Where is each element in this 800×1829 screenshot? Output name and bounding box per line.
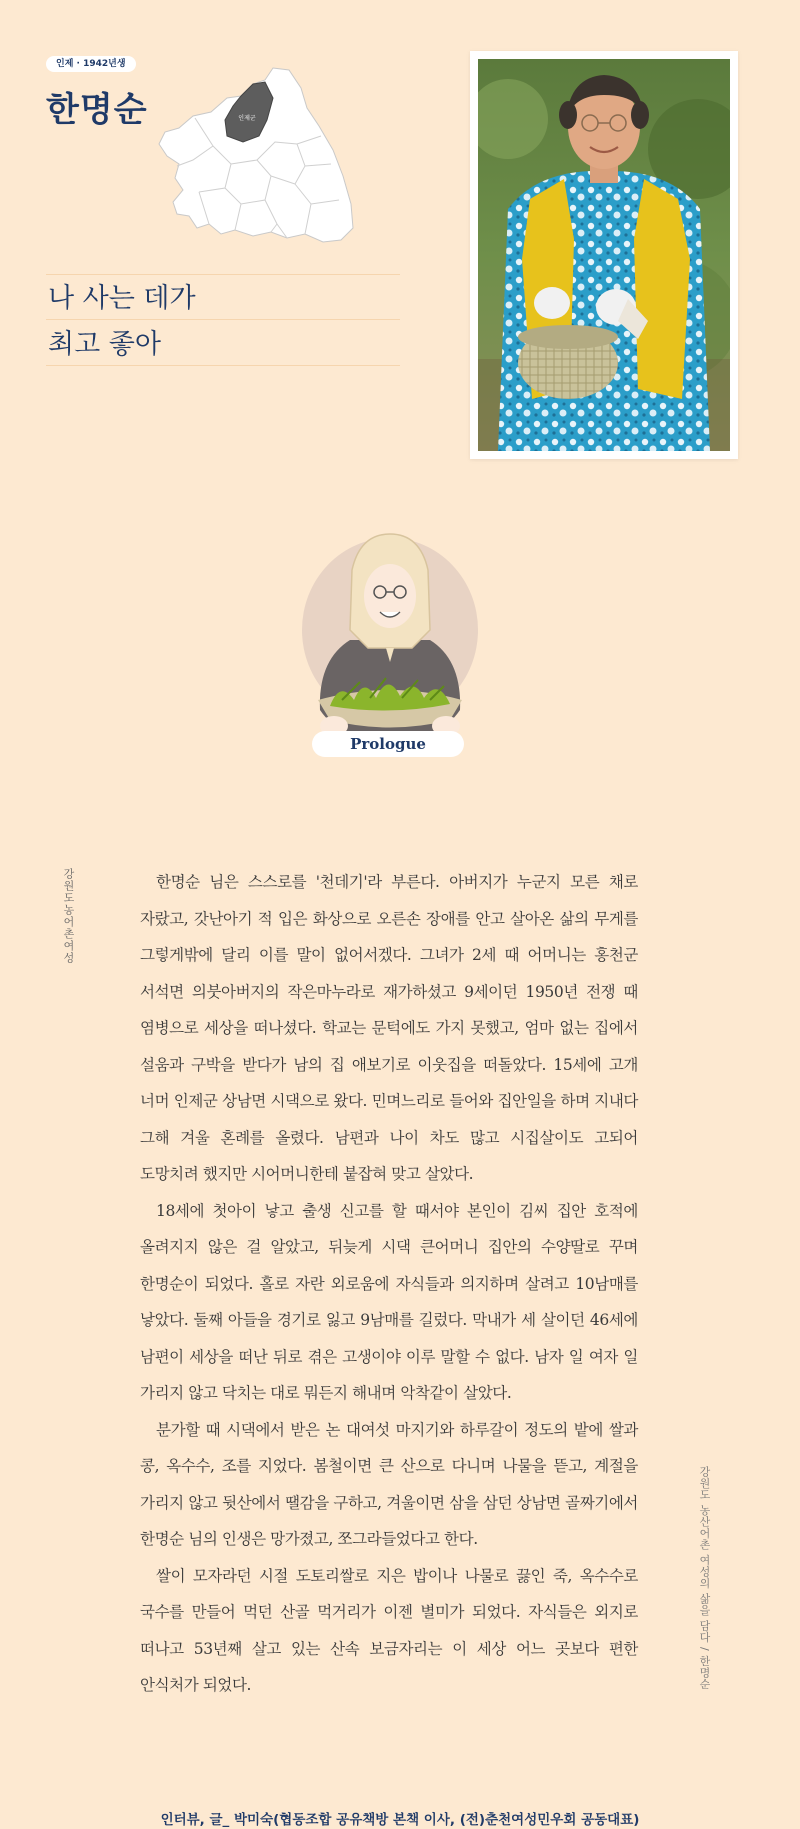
portrait-photo-frame: [470, 51, 738, 459]
portrait-photo: [478, 59, 730, 451]
side-caption-left: 강원도농어촌여성: [62, 868, 75, 964]
article-body: [140, 864, 638, 1704]
title-rule-bottom: [46, 365, 400, 366]
birth-info-badge: 인제 · 1942년생: [46, 56, 136, 72]
title-rule-top: [46, 274, 400, 275]
prologue-label: Prologue: [312, 731, 464, 757]
article-paragraph-1: 한명순 님은 스스로를 '천데기'라 부른다. 아버지가 누군지 모른 채로 자랐고, 갓난아기 적 입은 화상으로 오른손 장애를 안고 살아온 삶의 무게를 그렇게밖에 달리 이를 말이 없어서겠다. 그녀가 2세 때 어머니는 홍천군 서석면 의붓아버지의 작은마누라로 재가하셨고 9세이던 1950년 전쟁 때 염병으로 세상을 떠나셨다. 학교는 문턱에도 가지 못했고, 엄마 없는 집에서 설움과 구박을 받다가 남의 집 애보기로 이웃집을 떠돌았다. 15세에 고개 너머 인제군 상남면 시댁으로 왔다. 민며느리로 들어와 집안일을 하며 지내다 그해 겨울 혼례를 올렸다. 남편과 나이 차도 많고 시집살이도 고되어 도망치려 했지만 시어머니한테 붙잡혀 맞고 살았다.: [140, 873, 638, 1183]
gangwon-region-map: [155, 64, 355, 246]
title-line-1: 나 사는 데가: [48, 283, 196, 314]
title-line-2: 최고 좋아: [48, 329, 161, 360]
side-caption-right: 강원도 농산어촌 여성의 삶을 담다 / 한명순: [698, 1466, 711, 1690]
prologue-illustration: [290, 530, 490, 760]
map-region-label: 인제군: [238, 115, 256, 122]
author-credit: 인터뷰, 글_ 박미숙(협동조합 공유책방 본책 이사, (전)춘천여성민우회 공동대표): [160, 1812, 640, 1828]
title-rule-middle: [46, 319, 400, 320]
interviewee-name: 한명순: [46, 90, 148, 130]
article-paragraph-2: 18세에 첫아이 낳고 출생 신고를 할 때서야 본인이 김씨 집안 호적에 올려지지 않은 걸 알았고, 뒤늦게 시댁 큰어머니 집안의 수양딸로 꾸며 한명순이 되었다. 홀로 자란 외로움에 자식들과 의지하며 살려고 10남매를 낳았다. 둘째 아들을 경기로 잃고 9남매를 길렀다. 막내가 세 살이던 46세에 남편이 세상을 떠난 뒤로 겪은 고생이야 이루 말할 수 없다. 남자 일 여자 일 가리지 않고 닥치는 대로 뭐든지 해내며 악착같이 살았다.: [140, 1201, 638, 1402]
article-paragraph-4: 쌀이 모자라던 시절 도토리쌀로 지은 밥이나 나물로 끓인 죽, 옥수수로 국수를 만들어 먹던 산골 먹거리가 이젠 별미가 되었다. 자식들은 외지로 떠나고 53년째 살고 있는 산속 보금자리는 이 세상 어느 곳보다 편한 안식처가 되었다.: [140, 1566, 638, 1694]
article-paragraph-3: 분가할 때 시댁에서 받은 논 대여섯 마지기와 하루갈이 정도의 밭에 쌀과 콩, 옥수수, 조를 지었다. 봄철이면 큰 산으로 다니며 나물을 뜯고, 계절을 가리지 않고 뒷산에서 땔감을 구하고, 겨울이면 삼을 삼던 상남면 골짜기에서 한명순 님의 인생은 망가졌고, 쪼그라들었다고 한다.: [140, 1420, 638, 1548]
